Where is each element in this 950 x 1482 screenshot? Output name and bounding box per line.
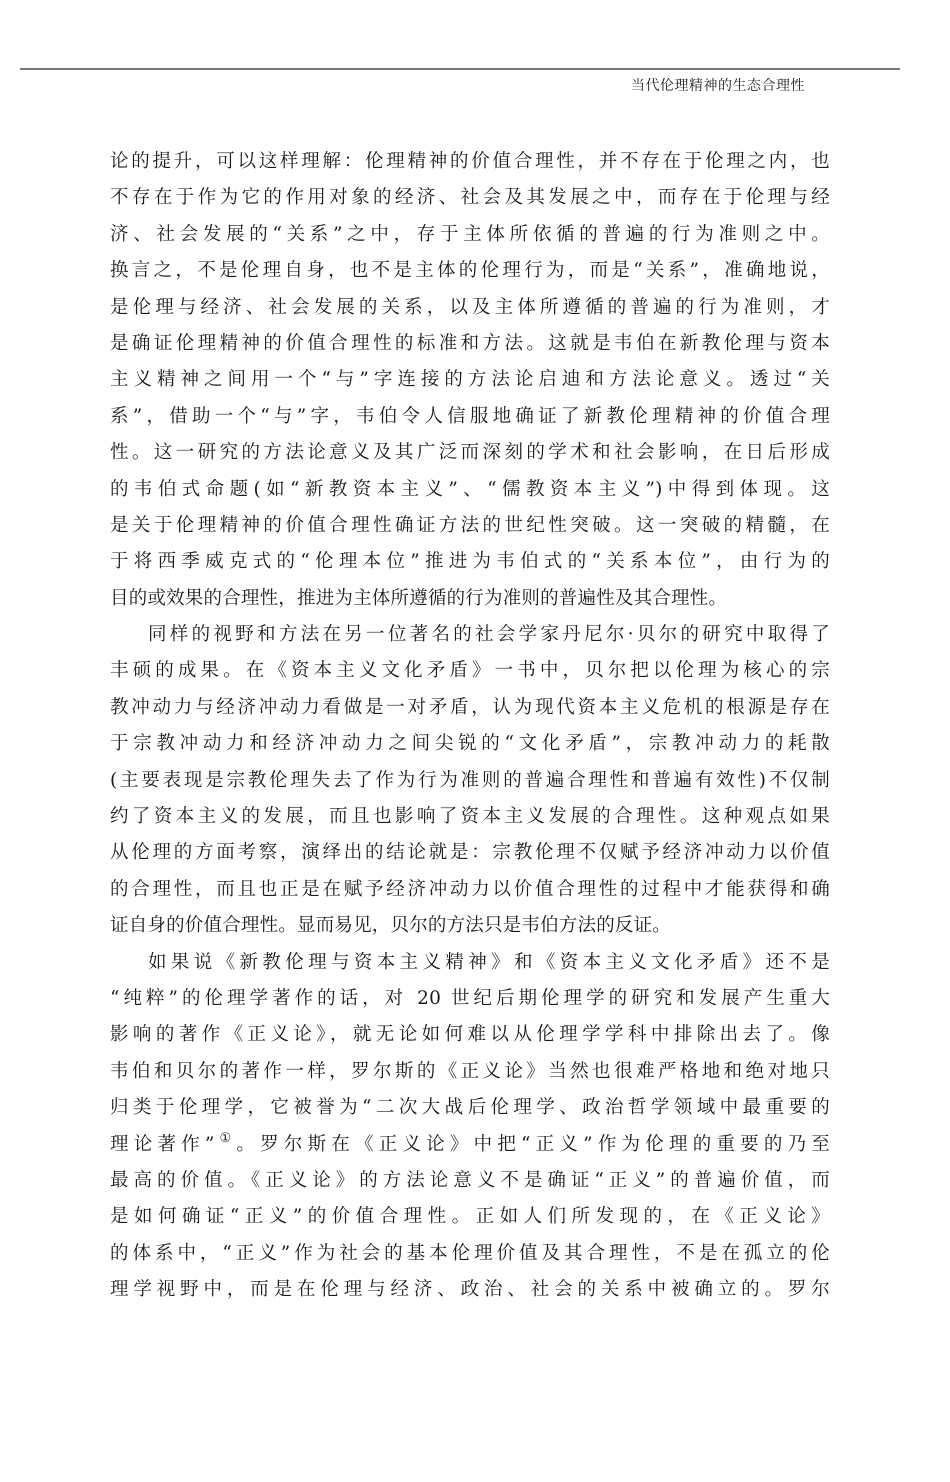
text-line: 如果说《新教伦理与资本主义精神》和《资本主义文化矛盾》还不是 xyxy=(148,951,830,973)
text-line: 系”，借助一个“与”字，韦伯令人信服地确证了新教伦理精神的价值合理 xyxy=(110,405,830,427)
text-line: 目的或效果的合理性，推进为主体所遵循的行为准则的普遍性及其合理性。 xyxy=(110,587,728,609)
text-segment: 。罗尔斯在《正义论》中把“正义”作为伦理的重要的乃至 xyxy=(236,1133,830,1155)
text-segment: 理论著作” xyxy=(110,1133,215,1155)
text-line: (主要表现是宗教伦理失去了作为行为准则的普遍合理性和普遍有效性)不仅制 xyxy=(110,769,830,791)
text-line: 同样的视野和方法在另一位著名的社会学家丹尼尔·贝尔的研究中取得了 xyxy=(148,624,830,646)
text-line: 是确证伦理精神的价值合理性的标准和方法。这就是韦伯在新教伦理与资本 xyxy=(110,332,830,354)
text-line: 于宗教冲动力和经济冲动力之间尖锐的“文化矛盾”，宗教冲动力的耗散 xyxy=(110,733,830,755)
text-line: 的体系中，“正义”作为社会的基本伦理价值及其合理性，不是在孤立的伦 xyxy=(110,1242,830,1264)
text-line: 主义精神之间用一个“与”字连接的方法论启迪和方法论意义。透过“关 xyxy=(110,369,830,391)
header-rule xyxy=(20,68,900,70)
text-line: 最高的价值。《正义论》的方法论意义不是确证“正义”的普遍价值，而 xyxy=(110,1169,830,1191)
text-line: 理学视野中，而是在伦理与经济、政治、社会的关系中被确立的。罗尔 xyxy=(110,1279,830,1301)
text-line: 换言之，不是伦理自身，也不是主体的伦理行为，而是“关系”，准确地说， xyxy=(110,260,830,282)
text-line: 是关于伦理精神的价值合理性确证方法的世纪性突破。这一突破的精髓，在 xyxy=(110,514,830,536)
text-line: 不存在于作为它的作用对象的经济、社会及其发展之中，而存在于伦理与经 xyxy=(110,187,830,209)
text-line: 教冲动力与经济冲动力看做是一对矛盾，认为现代资本主义危机的根源是存在 xyxy=(110,696,830,718)
text-line: 是如何确证“正义”的价值合理性。正如人们所发现的，在《正义论》 xyxy=(110,1206,830,1228)
text-line: 的合理性，而且也正是在赋予经济冲动力以价值合理性的过程中才能获得和确 xyxy=(110,878,830,900)
paragraph xyxy=(110,945,830,1309)
paragraph xyxy=(110,144,830,617)
text-line: 影响的著作《正义论》，就无论如何难以从伦理学学科中排除出去了。像 xyxy=(110,1024,830,1046)
paragraph xyxy=(110,617,830,945)
text-line: 韦伯和贝尔的著作一样，罗尔斯的《正义论》当然也很难严格地和绝对地只 xyxy=(110,1060,830,1082)
text-line: 于将西季威克式的“伦理本位”推进为韦伯式的“关系本位”，由行为的 xyxy=(110,551,830,573)
footnote-marker[interactable]: ① xyxy=(214,1130,237,1146)
text-line: 济、社会发展的“关系”之中，存于主体所依循的普遍的行为准则之中。 xyxy=(110,223,830,245)
text-line: 的韦伯式命题(如“新教资本主义”、“儒教资本主义”)中得到体现。这 xyxy=(110,478,830,500)
running-head-title: 当代伦理精神的生态合理性 xyxy=(631,78,805,94)
text-line: 证自身的价值合理性。显而易见，贝尔的方法只是韦伯方法的反证。 xyxy=(110,915,672,937)
body-text xyxy=(110,144,830,1309)
text-line: 是伦理与经济、社会发展的关系，以及主体所遵循的普遍的行为准则，才 xyxy=(110,296,830,318)
text-line: 丰硕的成果。在《资本主义文化矛盾》一书中，贝尔把以伦理为核心的宗 xyxy=(110,660,830,682)
text-line: 论的提升，可以这样理解：伦理精神的价值合理性，并不存在于伦理之内，也 xyxy=(110,151,830,172)
text-line: “纯粹”的伦理学著作的话，对 20 世纪后期伦理学的研究和发展产生重大 xyxy=(110,987,830,1009)
text-line: 约了资本主义的发展，而且也影响了资本主义发展的合理性。这种观点如果 xyxy=(110,806,830,828)
text-line: 归类于伦理学，它被誉为“二次大战后伦理学、政治哲学领域中最重要的 xyxy=(110,1097,830,1119)
text-line: 从伦理的方面考察，演绎出的结论就是：宗教伦理不仅赋予经济冲动力以价值 xyxy=(110,842,830,864)
text-line: 性。这一研究的方法论意义及其广泛而深刻的学术和社会影响，在日后形成 xyxy=(110,442,830,464)
text-line-with-footnote xyxy=(110,1127,830,1163)
